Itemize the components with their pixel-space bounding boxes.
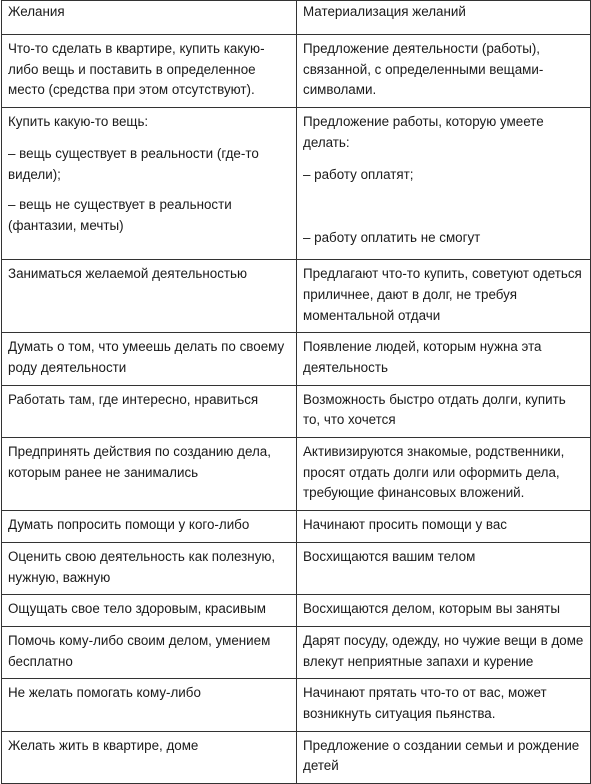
wish-cell: Работать там, где интересно, нравиться xyxy=(2,385,297,437)
column-header-wishes: Желания xyxy=(2,1,297,35)
wish-cell: Думать попросить помощи у кого-либо xyxy=(2,511,297,543)
materialization-cell: Восхищаются вашим телом xyxy=(297,542,591,594)
wish-cell: Оценить свою деятельность как полезную, нужную, важную xyxy=(2,542,297,594)
table-row xyxy=(2,731,591,783)
materialization-cell: Предложение о создании семьи и рождение детей xyxy=(297,731,591,783)
result-intro: Предложение работы, которую умеете делать: xyxy=(303,114,544,150)
column-header-materialization: Материализация желаний xyxy=(297,1,591,35)
materialization-cell: Восхищаются делом, которым вы заняты xyxy=(297,595,591,627)
wish-cell: Думать о том, что умеешь делать по своему роду деятельности xyxy=(2,333,297,385)
table-row xyxy=(2,595,591,627)
table-row xyxy=(2,679,591,731)
wish-cell xyxy=(2,108,297,260)
result-option-b: – работу оплатить не смогут xyxy=(303,230,481,246)
wish-cell: Ощущать свое тело здоровым, красивым xyxy=(2,595,297,627)
materialization-cell: Появление людей, которым нужна эта деятельность xyxy=(297,333,591,385)
materialization-cell: Предлагают что-то купить, советуют одеться приличнее, дают в долг, не требуя моментальной отдачи xyxy=(297,260,591,333)
wish-option-b: – вещь не существует в реальности (фантазии, мечты) xyxy=(8,197,232,233)
table-header-row xyxy=(2,1,591,35)
table-row xyxy=(2,260,591,333)
materialization-cell xyxy=(297,108,591,260)
materialization-cell: Возможность быстро отдать долги, купить то, что хочется xyxy=(297,385,591,437)
wish-cell: Что-то сделать в квартире, купить какую-либо вещь и поставить в определенное место (средства при этом отсутствуют). xyxy=(2,35,297,108)
table-row xyxy=(2,385,591,437)
table-row xyxy=(2,511,591,543)
wish-cell: Заниматься желаемой деятельностью xyxy=(2,260,297,333)
table-row xyxy=(2,333,591,385)
table-row xyxy=(2,108,591,260)
materialization-cell: Предложение деятельности (работы), связанной, с определенными вещами-символами. xyxy=(297,35,591,108)
table-row xyxy=(2,438,591,511)
table-row xyxy=(2,626,591,678)
materialization-cell: Дарят посуду, одежду, но чужие вещи в доме влекут неприятные запахи и курение xyxy=(297,626,591,678)
wishes-table xyxy=(1,0,591,784)
table-row xyxy=(2,35,591,108)
wish-option-a: – вещь существует в реальности (где-то видели); xyxy=(8,145,259,182)
materialization-cell: Начинают прятать что-то от вас, может возникнуть ситуация пьянства. xyxy=(297,679,591,731)
wish-cell: Желать жить в квартире, доме xyxy=(2,731,297,783)
wish-intro: Купить какую-то вещь: xyxy=(8,114,149,130)
materialization-cell: Активизируются знакомые, родственники, просят отдать долги или оформить дела, требующие финансовых вложений. xyxy=(297,438,591,511)
wish-cell: Помочь кому-либо своим делом, умением бесплатно xyxy=(2,626,297,678)
wish-cell: Не желать помогать кому-либо xyxy=(2,679,297,731)
materialization-cell: Начинают просить помощи у вас xyxy=(297,511,591,543)
result-option-a: – работу оплатят; xyxy=(303,166,414,182)
table-row xyxy=(2,542,591,594)
wish-cell: Предпринять действия по созданию дела, которым ранее не занимались xyxy=(2,438,297,511)
